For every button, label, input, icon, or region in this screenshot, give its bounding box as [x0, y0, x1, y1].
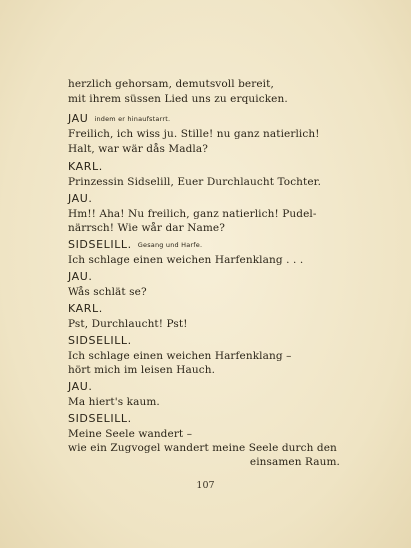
speaker-name: JAU.: [68, 380, 93, 393]
verse-line: Prinzessin Sidselill, Euer Durchlaucht Tochter.: [68, 176, 322, 188]
speaker-name: KARL.: [68, 160, 103, 173]
verse-line: Hm!! Aha! Nu freilich, ganz natierlich! Pudel-: [68, 208, 317, 220]
verse-line: Meine Seele wandert –: [68, 428, 193, 440]
verse-line: närrsch! Wie wår dar Name?: [68, 222, 225, 234]
speaker-name: JAU.: [68, 270, 93, 283]
stage-direction: indem er hinaufstarrt.: [94, 115, 171, 123]
stage-direction: Gesang und Harfe.: [137, 241, 203, 249]
verse-line: Freilich, ich wiss ju. Stille! nu ganz natierlich!: [68, 128, 320, 140]
verse-line: hört mich im leisen Hauch.: [68, 364, 216, 376]
verse-line: Ich schlage einen weichen Harfenklang . . .: [68, 254, 304, 266]
verse-line: Ich schlage einen weichen Harfenklang –: [68, 350, 292, 362]
speaker-name: JAU indem er hinaufstarrt.: [68, 112, 171, 125]
speaker-name: JAU.: [68, 192, 93, 205]
page-number: 107: [196, 480, 215, 491]
verse-line: mit ihrem süssen Lied uns zu erquicken.: [68, 93, 288, 105]
verse-line: einsamen Raum.: [249, 456, 340, 468]
speaker-name: SIDSELILL.: [68, 412, 132, 425]
speaker-name: SIDSELILL. Gesang und Harfe.: [68, 238, 203, 251]
verse-line: Ma hiert's kaum.: [68, 396, 160, 408]
verse-line: Wås schlät se?: [68, 286, 147, 298]
verse-line: Pst, Durchlaucht! Pst!: [68, 318, 188, 330]
verse-line: herzlich gehorsam, demutsvoll bereit,: [68, 78, 274, 90]
speaker-name: SIDSELILL.: [68, 334, 132, 347]
speaker-name: KARL.: [68, 302, 103, 315]
verse-line: Halt, war wär dås Madla?: [68, 143, 208, 155]
verse-line: wie ein Zugvogel wandert meine Seele durch den: [68, 442, 337, 454]
